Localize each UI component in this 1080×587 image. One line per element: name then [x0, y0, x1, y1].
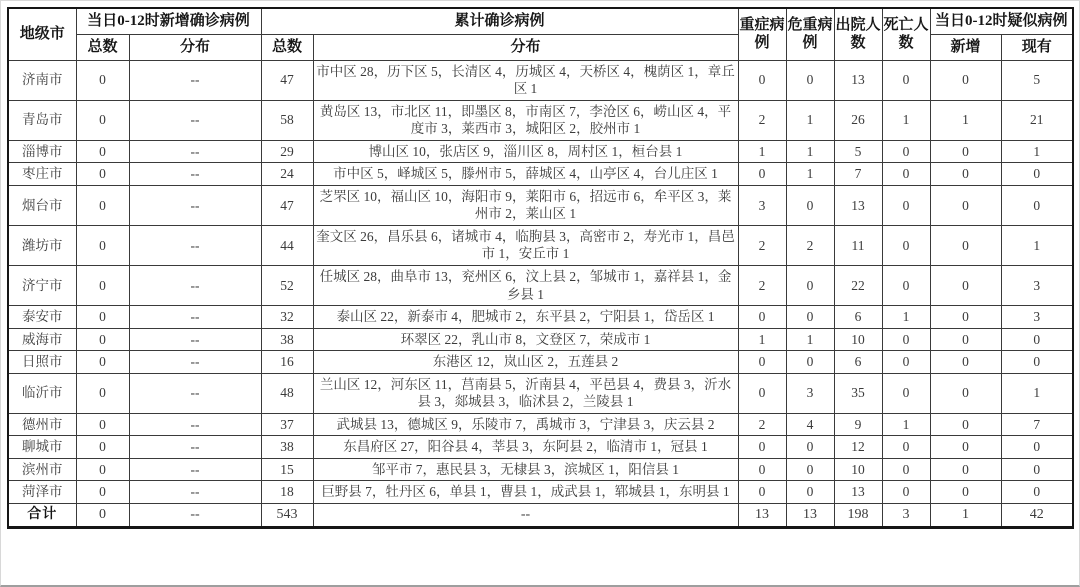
- cell-susp-new: 0: [930, 306, 1001, 329]
- cell-severe: 0: [738, 436, 786, 459]
- cell-susp-existing: 3: [1001, 306, 1073, 329]
- table-body: [8, 60, 1073, 528]
- cell-new-dist: --: [129, 458, 261, 481]
- cell-discharged: 198: [834, 503, 882, 527]
- cell-cum-dist: 邹平市 7，惠民县 3，无棣县 3，滨城区 1，阳信县 1: [313, 458, 738, 481]
- cell-critical: 0: [786, 458, 834, 481]
- cell-deaths: 0: [882, 163, 930, 186]
- table-row: [8, 373, 1073, 413]
- cell-cum-dist: 市中区 28，历下区 5，长清区 4，历城区 4，天桥区 4，槐荫区 1，章丘区 1: [313, 60, 738, 100]
- cell-new-total: 0: [76, 185, 129, 225]
- cell-deaths: 0: [882, 481, 930, 504]
- cell-cum-total: 543: [261, 503, 313, 527]
- cell-new-total: 0: [76, 373, 129, 413]
- cell-discharged: 11: [834, 225, 882, 265]
- cell-susp-existing: 0: [1001, 351, 1073, 374]
- total-row: [8, 503, 1073, 527]
- cell-severe: 0: [738, 306, 786, 329]
- cell-new-dist: --: [129, 225, 261, 265]
- cell-new-total: 0: [76, 458, 129, 481]
- cell-cum-dist: --: [313, 503, 738, 527]
- cell-severe: 0: [738, 458, 786, 481]
- cell-critical: 0: [786, 436, 834, 459]
- cell-new-total: 0: [76, 306, 129, 329]
- cell-new-total: 0: [76, 351, 129, 374]
- cell-new-dist: --: [129, 140, 261, 163]
- table-row: [8, 60, 1073, 100]
- col-header-critical: 危重病例: [786, 8, 834, 60]
- cell-cum-total: 58: [261, 100, 313, 140]
- cell-critical: 3: [786, 373, 834, 413]
- cell-severe: 0: [738, 60, 786, 100]
- cell-cum-total: 48: [261, 373, 313, 413]
- cell-new-total: 0: [76, 163, 129, 186]
- cell-discharged: 13: [834, 60, 882, 100]
- col-header-new-dist: 分布: [129, 34, 261, 60]
- cell-city: 德州市: [8, 413, 76, 436]
- cell-new-total: 0: [76, 225, 129, 265]
- cell-cum-dist: 任城区 28，曲阜市 13，兖州区 6，汶上县 2，邹城市 1，嘉祥县 1，金乡县 1: [313, 265, 738, 305]
- cell-deaths: 0: [882, 185, 930, 225]
- cell-susp-new: 1: [930, 503, 1001, 527]
- table-row: [8, 328, 1073, 351]
- cell-susp-existing: 1: [1001, 140, 1073, 163]
- cell-cum-dist: 泰山区 22，新泰市 4，肥城市 2，东平县 2，宁阳县 1，岱岳区 1: [313, 306, 738, 329]
- cell-discharged: 10: [834, 328, 882, 351]
- col-header-severe: 重症病例: [738, 8, 786, 60]
- cell-discharged: 26: [834, 100, 882, 140]
- cell-susp-existing: 0: [1001, 481, 1073, 504]
- cell-critical: 0: [786, 185, 834, 225]
- cell-new-dist: --: [129, 351, 261, 374]
- col-header-new-total: 总数: [76, 34, 129, 60]
- cell-cum-total: 47: [261, 185, 313, 225]
- cell-discharged: 10: [834, 458, 882, 481]
- cell-severe: 2: [738, 413, 786, 436]
- cell-city: 菏泽市: [8, 481, 76, 504]
- cell-new-dist: --: [129, 436, 261, 459]
- cell-deaths: 0: [882, 373, 930, 413]
- cell-cum-dist: 黄岛区 13，市北区 11，即墨区 8，市南区 7，李沧区 6，崂山区 4，平度市 3，莱西市 3，城阳区 2，胶州市 1: [313, 100, 738, 140]
- cell-new-dist: --: [129, 373, 261, 413]
- cell-new-total: 0: [76, 328, 129, 351]
- cell-deaths: 0: [882, 225, 930, 265]
- cell-new-total: 0: [76, 503, 129, 527]
- cell-new-total: 0: [76, 60, 129, 100]
- cell-cum-dist: 市中区 5，峄城区 5，滕州市 5，薛城区 4，山亭区 4，台儿庄区 1: [313, 163, 738, 186]
- cell-cum-total: 38: [261, 436, 313, 459]
- cell-deaths: 0: [882, 140, 930, 163]
- cell-deaths: 0: [882, 60, 930, 100]
- col-header-cum-total: 总数: [261, 34, 313, 60]
- cell-cum-total: 47: [261, 60, 313, 100]
- cell-city: 日照市: [8, 351, 76, 374]
- cell-city: 聊城市: [8, 436, 76, 459]
- cell-deaths: 1: [882, 413, 930, 436]
- cell-city: 济宁市: [8, 265, 76, 305]
- cell-critical: 1: [786, 140, 834, 163]
- cell-new-total: 0: [76, 265, 129, 305]
- cell-new-dist: --: [129, 100, 261, 140]
- cell-severe: 0: [738, 163, 786, 186]
- cell-city: 济南市: [8, 60, 76, 100]
- cell-susp-new: 0: [930, 265, 1001, 305]
- cell-susp-existing: 1: [1001, 225, 1073, 265]
- cell-susp-existing: 42: [1001, 503, 1073, 527]
- cell-severe: 2: [738, 225, 786, 265]
- cell-severe: 0: [738, 373, 786, 413]
- cell-severe: 1: [738, 328, 786, 351]
- cell-susp-new: 0: [930, 60, 1001, 100]
- cell-cum-dist: 奎文区 26，昌乐县 6，诸城市 4，临朐县 3，高密市 2，寿光市 1，昌邑市 1，安丘市 1: [313, 225, 738, 265]
- cell-new-total: 0: [76, 436, 129, 459]
- cell-city: 青岛市: [8, 100, 76, 140]
- col-group-cumulative: 累计确诊病例: [261, 8, 738, 34]
- cell-critical: 1: [786, 163, 834, 186]
- cell-discharged: 12: [834, 436, 882, 459]
- cell-susp-new: 0: [930, 351, 1001, 374]
- col-header-susp-existing: 现有: [1001, 34, 1073, 60]
- cell-critical: 1: [786, 100, 834, 140]
- cell-discharged: 35: [834, 373, 882, 413]
- cell-susp-new: 0: [930, 225, 1001, 265]
- table-row: [8, 306, 1073, 329]
- cell-severe: 1: [738, 140, 786, 163]
- cell-cum-dist: 巨野县 7，牡丹区 6，单县 1，曹县 1，成武县 1，郓城县 1，东明县 1: [313, 481, 738, 504]
- cell-new-total: 0: [76, 481, 129, 504]
- cell-new-total: 0: [76, 413, 129, 436]
- table-row: [8, 436, 1073, 459]
- cell-critical: 4: [786, 413, 834, 436]
- cell-city: 枣庄市: [8, 163, 76, 186]
- table-header: [8, 8, 1073, 60]
- cell-cum-total: 18: [261, 481, 313, 504]
- cell-discharged: 6: [834, 351, 882, 374]
- cell-new-total: 0: [76, 140, 129, 163]
- cell-cum-dist: 东港区 12，岚山区 2，五莲县 2: [313, 351, 738, 374]
- cell-cum-dist: 兰山区 12，河东区 11，莒南县 5，沂南县 4，平邑县 4，费县 3，沂水县 3，郯城县 3，临沭县 2，兰陵县 1: [313, 373, 738, 413]
- table-row: [8, 481, 1073, 504]
- cell-cum-total: 52: [261, 265, 313, 305]
- cell-cum-total: 32: [261, 306, 313, 329]
- cell-critical: 0: [786, 60, 834, 100]
- cell-susp-new: 0: [930, 328, 1001, 351]
- col-header-discharged: 出院人数: [834, 8, 882, 60]
- cell-city: 合计: [8, 503, 76, 527]
- cell-new-dist: --: [129, 60, 261, 100]
- table-row: [8, 100, 1073, 140]
- cell-susp-new: 0: [930, 436, 1001, 459]
- cell-susp-new: 0: [930, 373, 1001, 413]
- col-group-suspected: 当日0-12时疑似病例: [930, 8, 1073, 34]
- cell-critical: 0: [786, 351, 834, 374]
- col-group-new-confirmed: 当日0-12时新增确诊病例: [76, 8, 261, 34]
- table-row: [8, 225, 1073, 265]
- cell-severe: 3: [738, 185, 786, 225]
- cell-critical: 13: [786, 503, 834, 527]
- cell-critical: 0: [786, 306, 834, 329]
- cell-cum-dist: 武城县 13，德城区 9，乐陵市 7，禹城市 3，宁津县 3，庆云县 2: [313, 413, 738, 436]
- cell-severe: 0: [738, 351, 786, 374]
- cell-new-dist: --: [129, 265, 261, 305]
- cell-susp-existing: 0: [1001, 163, 1073, 186]
- cell-cum-dist: 博山区 10，张店区 9，淄川区 8，周村区 1，桓台县 1: [313, 140, 738, 163]
- cell-cum-total: 44: [261, 225, 313, 265]
- header-row-groups: [8, 8, 1073, 34]
- cell-severe: 13: [738, 503, 786, 527]
- table-row: [8, 140, 1073, 163]
- cell-discharged: 22: [834, 265, 882, 305]
- table-row: [8, 185, 1073, 225]
- cell-susp-existing: 5: [1001, 60, 1073, 100]
- cell-susp-new: 0: [930, 458, 1001, 481]
- cell-discharged: 13: [834, 185, 882, 225]
- table-row: [8, 413, 1073, 436]
- cell-deaths: 1: [882, 306, 930, 329]
- col-header-city: 地级市: [8, 8, 76, 60]
- cell-city: 临沂市: [8, 373, 76, 413]
- cell-discharged: 7: [834, 163, 882, 186]
- cell-new-dist: --: [129, 413, 261, 436]
- cell-severe: 0: [738, 481, 786, 504]
- table-row: [8, 163, 1073, 186]
- cell-discharged: 13: [834, 481, 882, 504]
- cell-city: 潍坊市: [8, 225, 76, 265]
- cell-deaths: 0: [882, 328, 930, 351]
- cell-deaths: 0: [882, 458, 930, 481]
- cell-susp-existing: 0: [1001, 185, 1073, 225]
- cell-city: 威海市: [8, 328, 76, 351]
- col-header-cum-dist: 分布: [313, 34, 738, 60]
- cell-cum-total: 37: [261, 413, 313, 436]
- cell-susp-existing: 0: [1001, 458, 1073, 481]
- cell-cum-total: 24: [261, 163, 313, 186]
- cell-susp-existing: 0: [1001, 328, 1073, 351]
- cell-cum-total: 29: [261, 140, 313, 163]
- cell-discharged: 9: [834, 413, 882, 436]
- cell-critical: 1: [786, 328, 834, 351]
- cell-city: 泰安市: [8, 306, 76, 329]
- cell-susp-new: 0: [930, 185, 1001, 225]
- cell-discharged: 5: [834, 140, 882, 163]
- table-row: [8, 265, 1073, 305]
- cell-cum-total: 38: [261, 328, 313, 351]
- cell-susp-existing: 21: [1001, 100, 1073, 140]
- cell-cum-total: 16: [261, 351, 313, 374]
- cell-discharged: 6: [834, 306, 882, 329]
- cell-susp-existing: 7: [1001, 413, 1073, 436]
- cell-susp-new: 0: [930, 481, 1001, 504]
- cell-cum-dist: 环翠区 22，乳山市 8，文登区 7，荣成市 1: [313, 328, 738, 351]
- cell-new-dist: --: [129, 328, 261, 351]
- cell-cum-total: 15: [261, 458, 313, 481]
- cell-critical: 2: [786, 225, 834, 265]
- cell-deaths: 1: [882, 100, 930, 140]
- cell-cum-dist: 东昌府区 27，阳谷县 4，莘县 3，东阿县 2，临清市 1，冠县 1: [313, 436, 738, 459]
- cell-susp-new: 0: [930, 163, 1001, 186]
- cell-susp-new: 0: [930, 413, 1001, 436]
- cell-severe: 2: [738, 100, 786, 140]
- cell-new-dist: --: [129, 306, 261, 329]
- cell-susp-new: 1: [930, 100, 1001, 140]
- cell-new-dist: --: [129, 185, 261, 225]
- cell-city: 烟台市: [8, 185, 76, 225]
- cell-susp-new: 0: [930, 140, 1001, 163]
- cell-susp-existing: 0: [1001, 436, 1073, 459]
- cell-critical: 0: [786, 481, 834, 504]
- cell-severe: 2: [738, 265, 786, 305]
- cell-deaths: 3: [882, 503, 930, 527]
- cell-new-dist: --: [129, 481, 261, 504]
- cell-deaths: 0: [882, 265, 930, 305]
- table-row: [8, 351, 1073, 374]
- col-header-susp-new: 新增: [930, 34, 1001, 60]
- cell-susp-existing: 3: [1001, 265, 1073, 305]
- cell-critical: 0: [786, 265, 834, 305]
- cell-new-dist: --: [129, 163, 261, 186]
- cell-cum-dist: 芝罘区 10，福山区 10，海阳市 9，莱阳市 6，招远市 6，牟平区 3，莱州市 2，莱山区 1: [313, 185, 738, 225]
- cell-susp-existing: 1: [1001, 373, 1073, 413]
- cell-deaths: 0: [882, 351, 930, 374]
- cell-new-dist: --: [129, 503, 261, 527]
- cases-table: [7, 7, 1074, 529]
- col-header-deaths: 死亡人数: [882, 8, 930, 60]
- cell-new-total: 0: [76, 100, 129, 140]
- table-row: [8, 458, 1073, 481]
- cell-city: 淄博市: [8, 140, 76, 163]
- cell-deaths: 0: [882, 436, 930, 459]
- cell-city: 滨州市: [8, 458, 76, 481]
